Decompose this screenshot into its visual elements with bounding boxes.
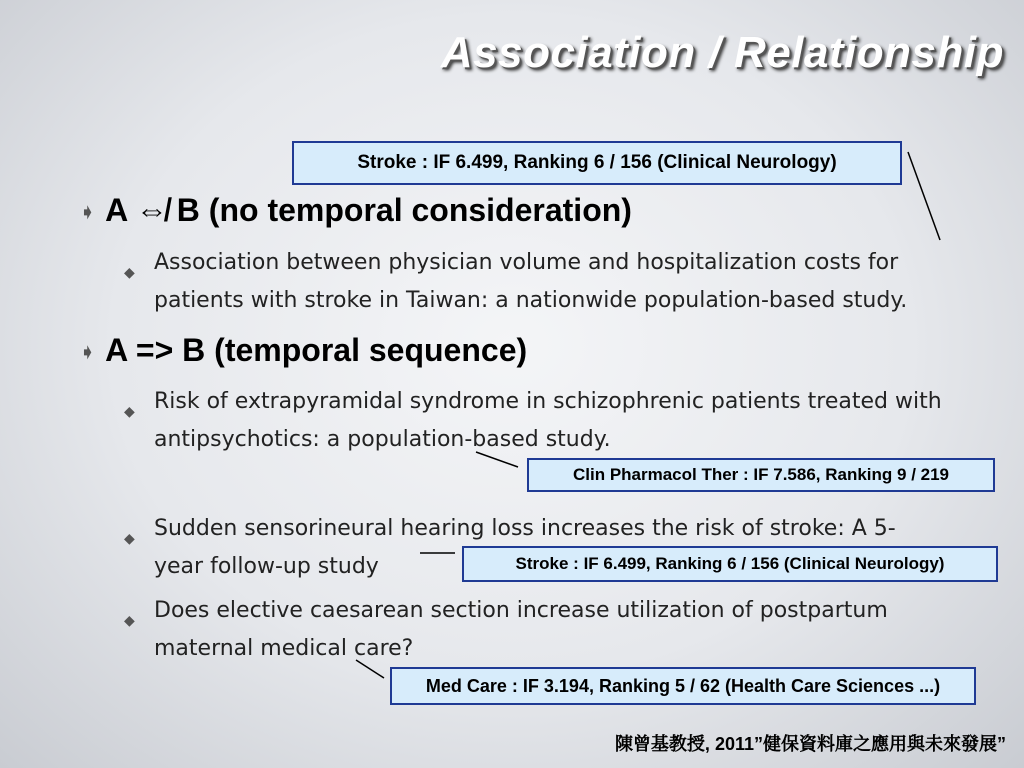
study-title: Sudden sensorineural hearing loss increases the risk of stroke: A 5-year follow-up study	[154, 516, 896, 579]
diamond-bullet-icon: ◆	[124, 404, 135, 420]
callout-text: Stroke : IF 6.499, Ranking 6 / 156 (Clinical Neurology)	[515, 554, 945, 573]
footer-credit: 陳曾基教授, 2011”健保資料庫之應用與未來發展”	[614, 734, 1006, 754]
study-title: Association between physician volume and hospitalization costs for patients with stroke in Taiwan: a nationwide population-based study.	[154, 250, 908, 313]
arrow-bullet-icon: ➧	[80, 202, 96, 223]
slide-title: Association / Relationship	[440, 28, 1004, 77]
heading-text: A => B (temporal sequence)	[105, 332, 528, 368]
callout-text: Clin Pharmacol Ther : IF 7.586, Ranking 9 / 219	[572, 465, 950, 484]
arrow-bullet-icon: ➧	[80, 342, 96, 363]
study-title: Does elective caesarean section increase utilization of postpartum maternal medical care?	[154, 598, 888, 661]
callout-text: Med Care : IF 3.194, Ranking 5 / 62 (Health Care Sciences ...)	[425, 675, 941, 696]
diamond-bullet-icon: ◆	[124, 613, 135, 629]
heading-text: A ⇎ B (no temporal consideration)	[105, 192, 632, 228]
study-title: Risk of extrapyramidal syndrome in schizophrenic patients treated with antipsychotics: a population-based study.	[154, 389, 942, 452]
connector-line	[356, 660, 384, 678]
connector-line	[908, 152, 940, 240]
callout-text: Stroke : IF 6.499, Ranking 6 / 156 (Clinical Neurology)	[357, 152, 837, 173]
diamond-bullet-icon: ◆	[124, 531, 135, 547]
connector-line	[476, 452, 518, 467]
diamond-bullet-icon: ◆	[124, 265, 135, 281]
